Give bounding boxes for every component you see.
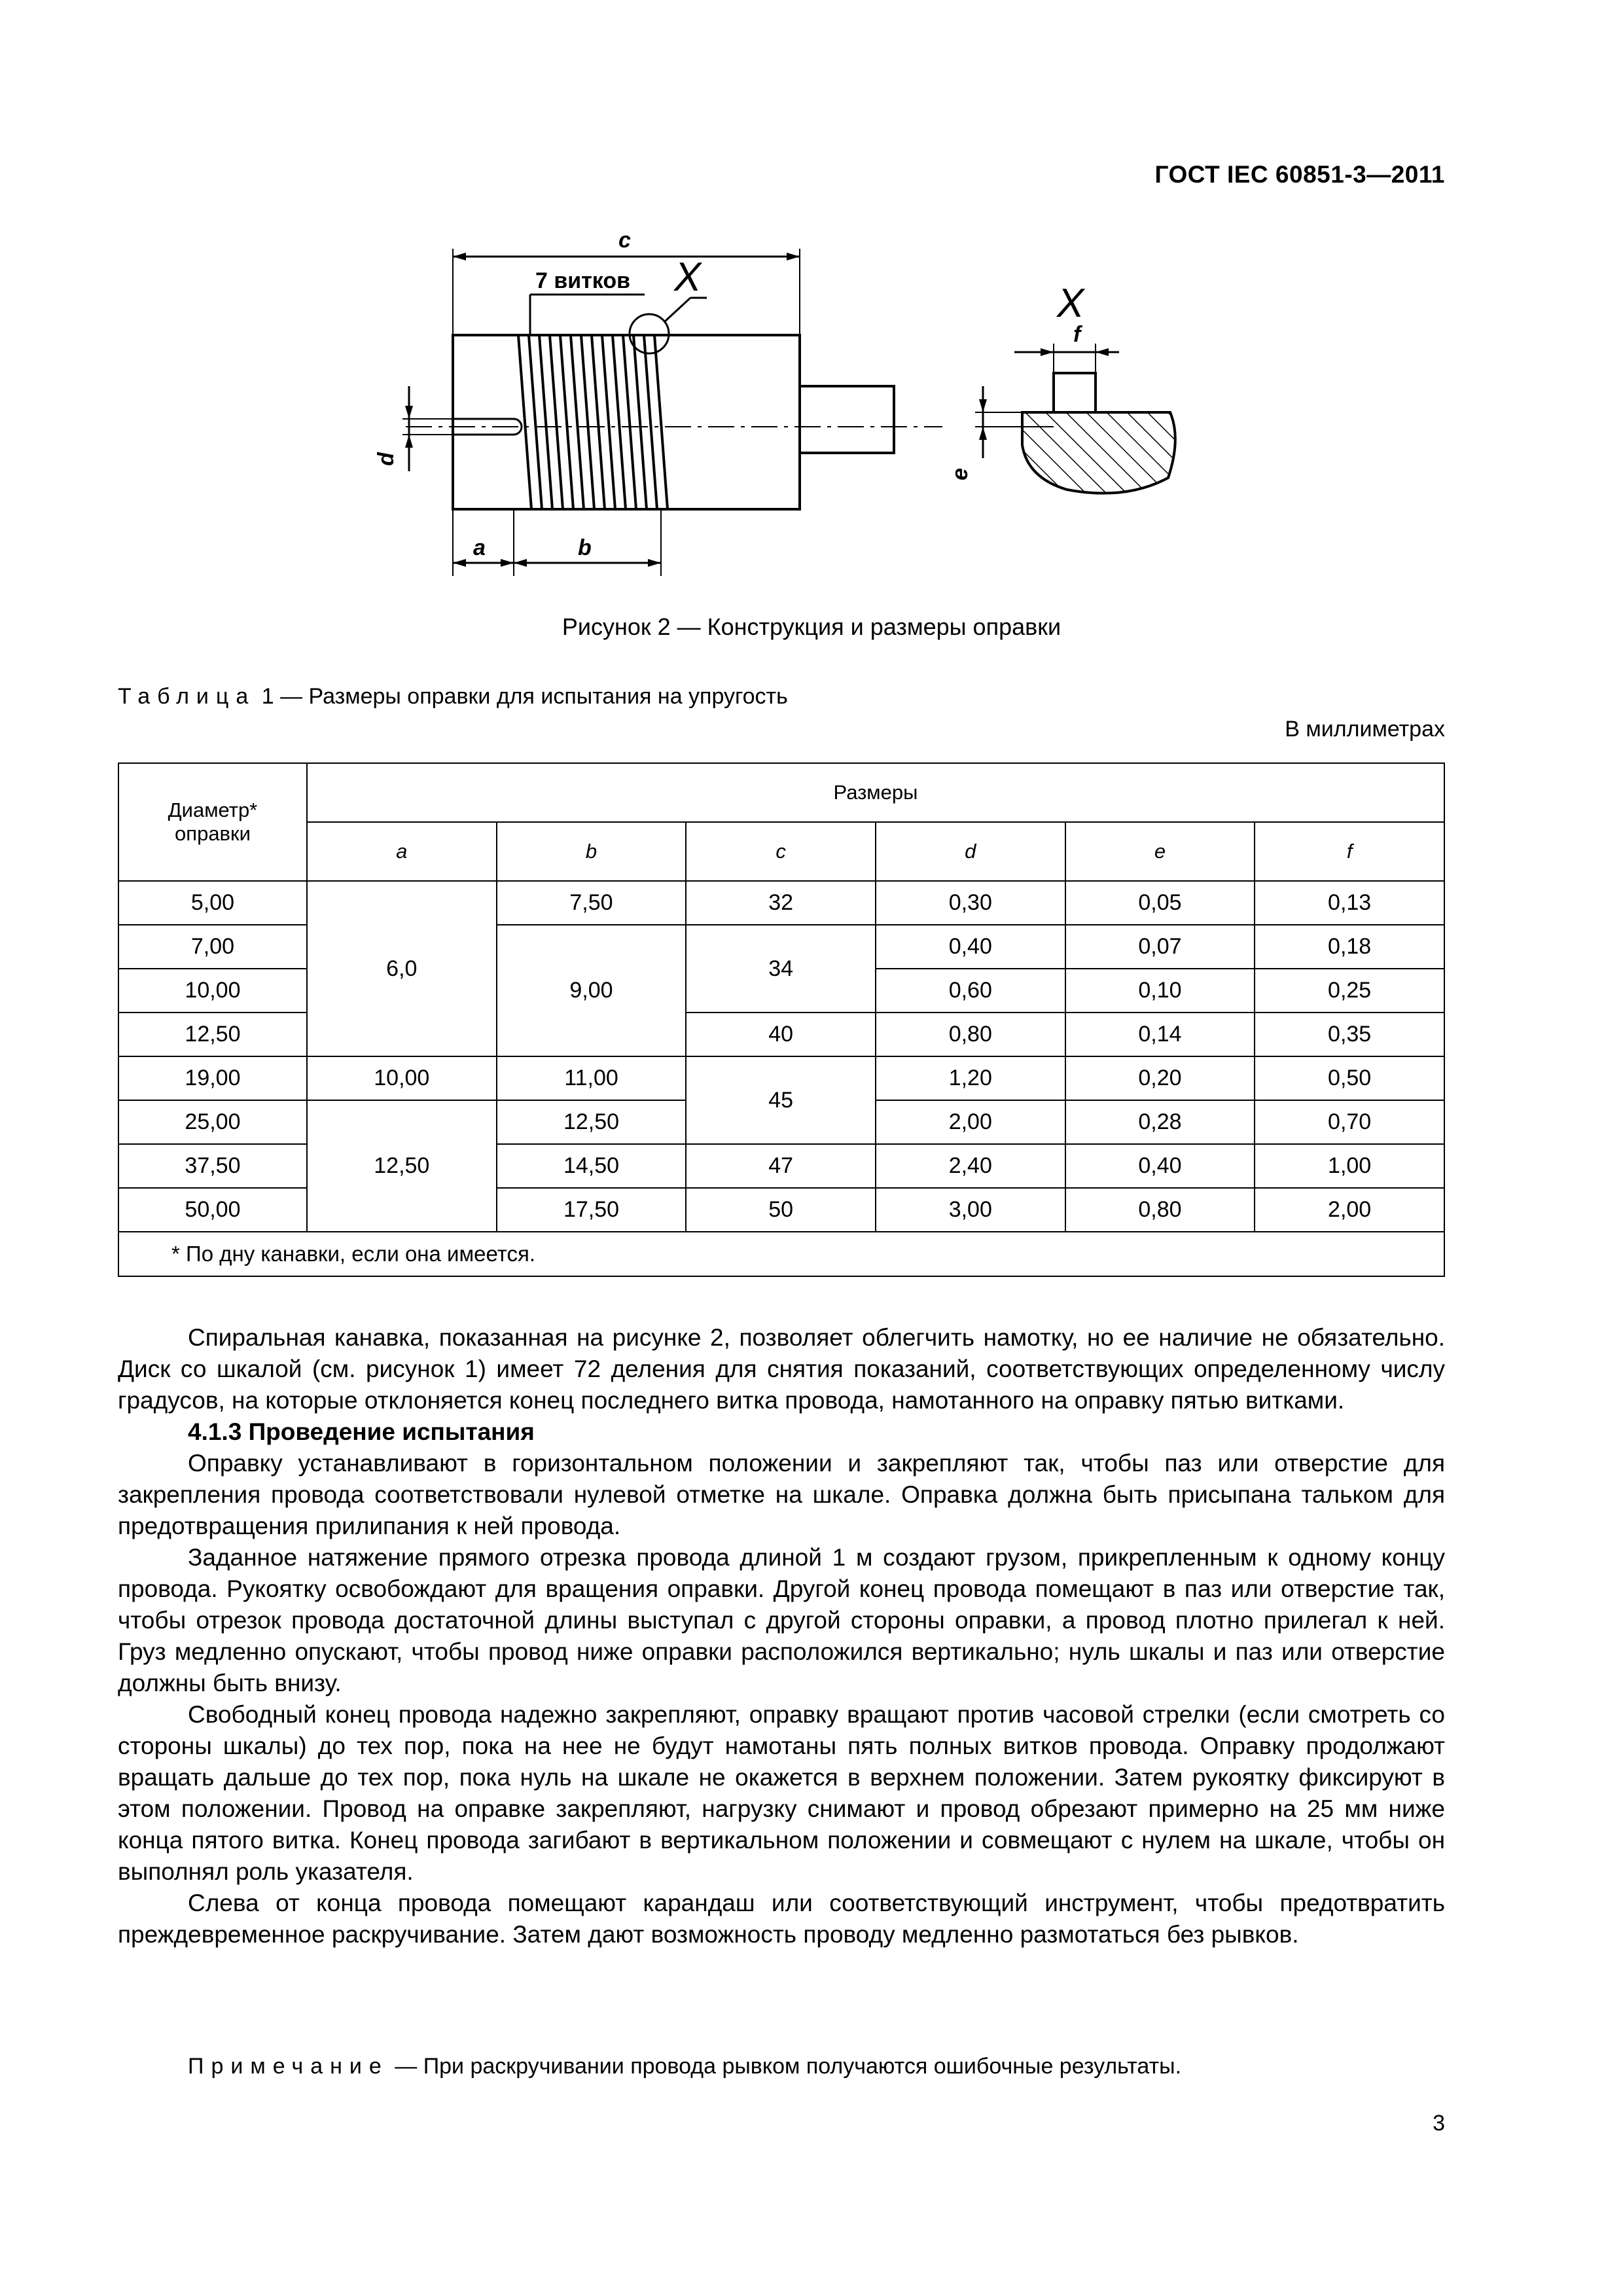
cell-b: 14,50: [497, 1144, 687, 1188]
table-unit: В миллиметрах: [1285, 717, 1445, 742]
header-col-f: f: [1255, 822, 1444, 881]
cell-d: 2,00: [876, 1100, 1065, 1144]
paragraph: Спиральная канавка, показанная на рисунке 2, позволяет облегчить намотку, но ее наличие не обязательно. Диск со шкалой (см. рисунок 1) имеет 72 деления для снятия показаний, соответствующих определенному числу градусов, на которые отклоняется конец последнего витка провода, намотанного на оправку пятью витками.: [118, 1324, 1445, 1414]
table-row: [118, 1056, 1444, 1100]
cell-c: 45: [686, 1056, 876, 1144]
cell-e: 0,07: [1065, 925, 1255, 969]
mandrel-drawing: [366, 223, 1217, 615]
cell-f: 0,70: [1255, 1100, 1444, 1144]
table-row: [118, 881, 1444, 925]
label-c: c: [618, 228, 631, 253]
label-d: d: [373, 452, 399, 466]
label-turns: 7 витков: [535, 268, 631, 293]
section-heading: 4.1.3 Проведение испытания: [188, 1418, 535, 1445]
detail-section: [975, 344, 1175, 493]
cell-f: 2,00: [1255, 1188, 1444, 1232]
table-footnote: * По дну канавки, если она имеется.: [118, 1232, 1444, 1276]
table-title: [118, 684, 788, 709]
cell-d: 0,30: [876, 881, 1065, 925]
body-text: [118, 1322, 1445, 1950]
helical-groove: [518, 335, 668, 509]
table-title-text: 1 — Размеры оправки для испытания на упругость: [255, 684, 788, 709]
cell-e: 0,28: [1065, 1100, 1255, 1144]
cell-e: 0,80: [1065, 1188, 1255, 1232]
table-title-prefix: Таблица: [118, 684, 256, 709]
cell-e: 0,05: [1065, 881, 1255, 925]
figure-caption: Рисунок 2 — Конструкция и размеры оправки: [562, 613, 1061, 640]
cell-c: 32: [686, 881, 876, 925]
cell-f: 0,25: [1255, 969, 1444, 1013]
header-sizes: Размеры: [307, 763, 1444, 822]
cell-f: 0,50: [1255, 1056, 1444, 1100]
cell-diameter: 10,00: [118, 969, 307, 1013]
cell-diameter: 25,00: [118, 1100, 307, 1144]
paragraph: Слева от конца провода помещают карандаш или соответствующий инструмент, чтобы предотвратить преждевременное раскручивание. Затем дают возможность проводу медленно размотаться без рывков.: [118, 1890, 1445, 1948]
cell-diameter: 37,50: [118, 1144, 307, 1188]
note: [188, 2054, 1181, 2079]
cell-a: 6,0: [307, 881, 497, 1056]
cell-c: 47: [686, 1144, 876, 1188]
label-a: a: [473, 535, 486, 560]
cell-d: 3,00: [876, 1188, 1065, 1232]
paragraph: Оправку устанавливают в горизонтальном положении и закрепляют так, чтобы паз или отверстие для закрепления провода соответствовали нулевой отметке на шкале. Оправка должна быть присыпана тальком для предотвращения прилипания к ней провода.: [118, 1450, 1445, 1539]
header-col-c: c: [686, 822, 876, 881]
standard-code: ГОСТ IEC 60851-3—2011: [1154, 161, 1445, 188]
cell-b: 9,00: [497, 925, 687, 1056]
cell-f: 1,00: [1255, 1144, 1444, 1188]
cell-e: 0,20: [1065, 1056, 1255, 1100]
figure-mandrel-drawing: [366, 223, 1217, 615]
note-text: — При раскручивании провода рывком получаются ошибочные результаты.: [388, 2054, 1182, 2079]
cell-b: 11,00: [497, 1056, 687, 1100]
cell-d: 0,80: [876, 1013, 1065, 1056]
label-b: b: [578, 535, 592, 560]
cell-diameter: 5,00: [118, 881, 307, 925]
label-x-callout: X: [674, 255, 702, 300]
cell-e: 0,14: [1065, 1013, 1255, 1056]
note-prefix: Примечание: [188, 2054, 389, 2079]
cell-e: 0,40: [1065, 1144, 1255, 1188]
cell-diameter: 12,50: [118, 1013, 307, 1056]
table-footnote-row: [118, 1232, 1444, 1276]
cell-diameter: 50,00: [118, 1188, 307, 1232]
cell-d: 0,40: [876, 925, 1065, 969]
cell-b: 7,50: [497, 881, 687, 925]
cell-d: 1,20: [876, 1056, 1065, 1100]
cell-c: 50: [686, 1188, 876, 1232]
cell-d: 0,60: [876, 969, 1065, 1013]
header-col-b: b: [497, 822, 687, 881]
header-col-d: d: [876, 822, 1065, 881]
cell-f: 0,35: [1255, 1013, 1444, 1056]
label-e: e: [947, 468, 972, 480]
cell-c: 40: [686, 1013, 876, 1056]
cell-f: 0,13: [1255, 881, 1444, 925]
paragraph: Заданное натяжение прямого отрезка провода длиной 1 м создают грузом, прикрепленным к одному концу провода. Рукоятку освобождают для вращения оправки. Другой конец провода помещают в паз или отверстие так, чтобы отрезок провода достаточной длины выступал с другой стороны оправки, а провод плотно прилегал к ней. Груз медленно опускают, чтобы провод ниже оправки расположился вертикально; нуль шкалы и паз или отверстие должны быть внизу.: [118, 1544, 1445, 1696]
mandrel-shaft: [800, 386, 894, 453]
cell-f: 0,18: [1255, 925, 1444, 969]
cell-d: 2,40: [876, 1144, 1065, 1188]
cell-b: 17,50: [497, 1188, 687, 1232]
cell-c: 34: [686, 925, 876, 1013]
cell-a: 12,50: [307, 1100, 497, 1232]
header-col-a: a: [307, 822, 497, 881]
cell-diameter: 19,00: [118, 1056, 307, 1100]
mandrel-dimensions-table: [118, 762, 1445, 1277]
cell-a: 10,00: [307, 1056, 497, 1100]
cell-diameter: 7,00: [118, 925, 307, 969]
cell-e: 0,10: [1065, 969, 1255, 1013]
header-diameter: Диаметр* оправки: [118, 763, 307, 881]
paragraph: Свободный конец провода надежно закрепляют, оправку вращают против часовой стрелки (если смотреть со стороны шкалы) до тех пор, пока на нее не будут намотаны пять полных витков провода. Оправку продолжают вращать дальше до тех пор, пока нуль на шкале не окажется в верхнем положении. Затем рукоятку фиксируют в этом положении. Провод на оправке закрепляют, нагрузку снимают и провод обрезают примерно на 25 мм ниже конца пятого витка. Конец провода загибают в вертикальном положении и совмещают с нулем на шкале, чтобы он выполнял роль указателя.: [118, 1701, 1445, 1885]
cell-b: 12,50: [497, 1100, 687, 1144]
page-number: 3: [1433, 2111, 1445, 2136]
header-col-e: e: [1065, 822, 1255, 881]
label-f: f: [1073, 322, 1081, 347]
label-x-detail: X: [1057, 281, 1084, 326]
